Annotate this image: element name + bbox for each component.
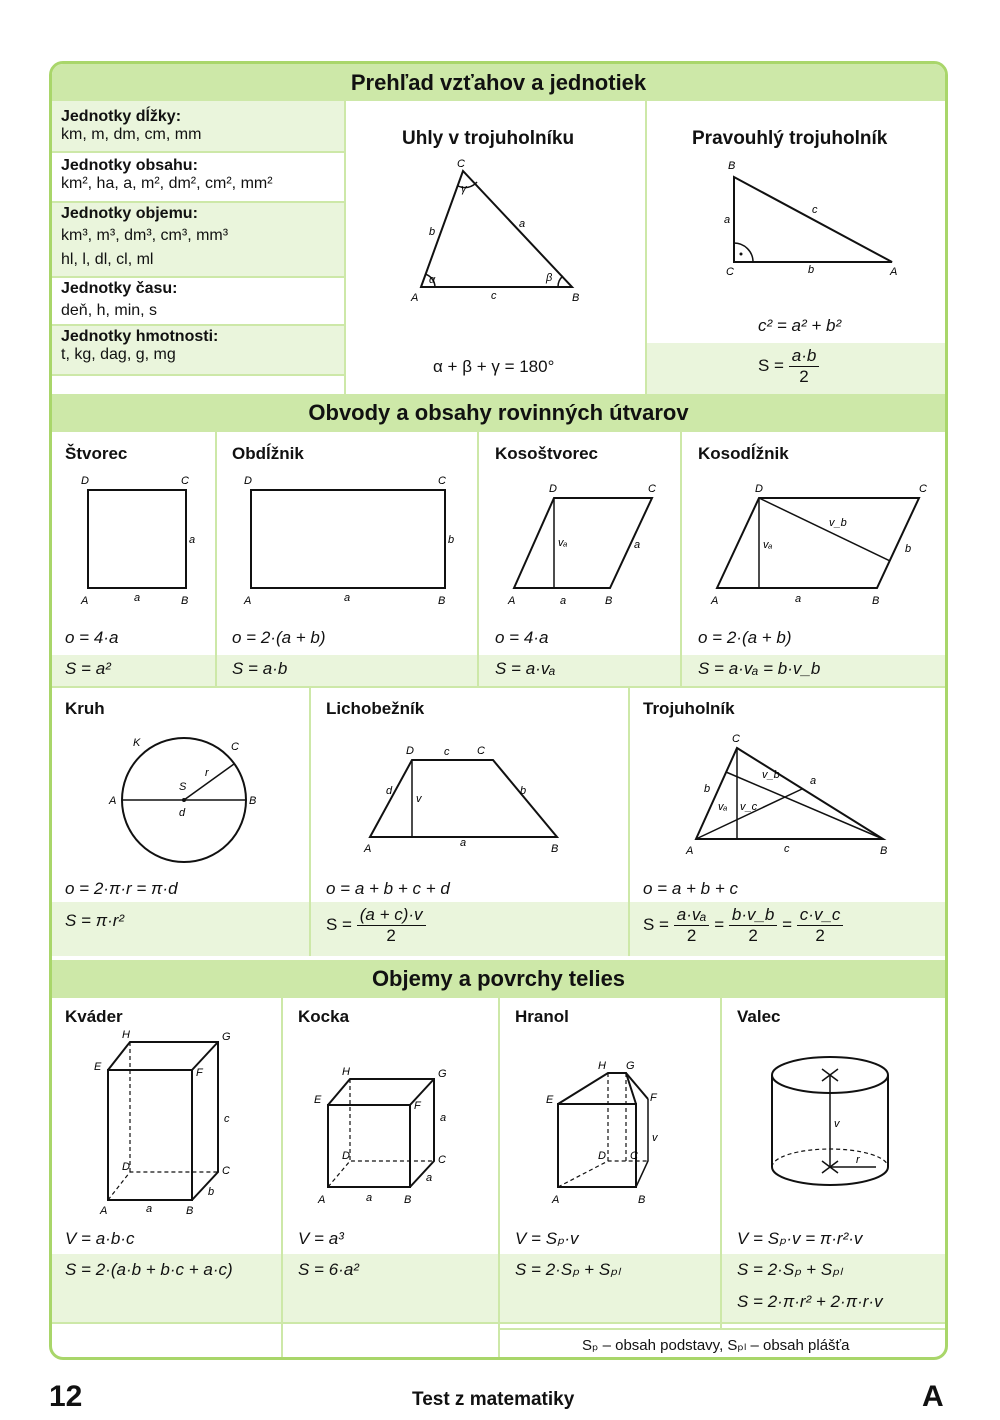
svg-text:r: r [856,1154,860,1166]
parallelogram-title: Kosodĺžnik [698,444,789,463]
triangle-area: S = $\frac{\text{a·vₐ}}{2}$ = $\frac{b\cdot v\_b}{2}$ = $\frac{c\cdot v\_c}{2}$ [643,905,843,946]
cylinder-title: Valec [737,1007,781,1026]
svg-text:a: a [134,592,141,604]
svg-text:H: H [342,1066,350,1078]
svg-text:v: v [652,1132,658,1144]
trapezoid-title: Lichobežník [326,699,425,718]
cube-diagram [314,1059,474,1209]
pythagoras-formula: c² = a² + b² [758,316,842,335]
svg-text:B: B [880,845,888,857]
svg-text:b: b [208,1186,215,1198]
rhombus-title: Kosoštvorec [495,444,598,463]
svg-text:A: A [244,595,252,607]
svg-text:D: D [406,745,414,757]
svg-text:a: a [795,593,802,605]
svg-text:a: a [146,1203,153,1215]
svg-text:C: C [231,741,239,753]
svg-text:a: a [724,214,731,226]
svg-text:c: c [812,204,818,216]
svg-text:vₐ: vₐ [558,537,568,549]
svg-text:b: b [905,543,912,555]
svg-text:B: B [186,1205,194,1217]
svg-text:d: d [179,807,186,819]
svg-text:a: a [440,1112,447,1124]
svg-text:K: K [133,737,141,749]
cuboid-title: Kváder [65,1007,123,1026]
svg-text:D: D [549,483,557,495]
svg-text:C: C [732,733,740,745]
svg-text:vₐ: vₐ [763,539,773,551]
right-triangle-title: Pravouhlý trojuholník [692,128,888,149]
cylinder-diagram [764,1049,904,1209]
svg-text:B: B [551,843,559,855]
svg-text:d: d [386,785,393,797]
svg-text:v: v [834,1118,840,1130]
cuboid-diagram [92,1029,252,1222]
svg-text:G: G [438,1068,447,1080]
svg-text:a: a [344,592,351,604]
svg-text:E: E [94,1061,102,1073]
unit-title: Jednotky objemu: [61,205,198,222]
svg-text:b: b [520,785,527,797]
svg-text:B: B [181,595,189,607]
label-beta: β [546,272,553,284]
svg-text:B: B [638,1194,646,1206]
svg-text:b: b [808,264,815,276]
svg-text:a: a [460,837,467,849]
parallelogram-diagram [707,482,937,607]
section-title-solids: Objemy a povrchy telies [52,960,945,998]
svg-text:E: E [314,1094,322,1106]
svg-text:H: H [122,1029,130,1041]
circle-title: Kruh [65,699,105,718]
svg-text:a: a [366,1192,373,1204]
cube-volume: V = a³ [298,1229,344,1248]
cuboid-volume: V = a·b·c [65,1229,135,1248]
svg-text:F: F [196,1067,203,1079]
svg-text:B: B [438,595,446,607]
svg-text:C: C [726,266,734,278]
svg-text:D: D [244,475,252,487]
angle-sum-formula: α + β + γ = 180° [433,357,555,376]
svg-text:A: A [318,1194,326,1206]
svg-text:v_c: v_c [740,801,758,813]
unit-title: Jednotky dĺžky: [61,108,182,125]
cylinder-surface-2: S = 2·π·r² + 2·π·r·v [737,1292,883,1311]
svg-text:A: A [109,795,117,807]
svg-text:F: F [414,1100,421,1112]
rectangle-area: S = a·b [232,659,288,678]
rectangle-diagram [240,474,470,607]
svg-text:S: S [179,781,187,793]
svg-text:r: r [205,767,209,779]
svg-text:C: C [919,483,927,495]
svg-text:G: G [222,1031,231,1043]
svg-text:C: C [438,1154,446,1166]
svg-text:A: A [100,1205,108,1217]
svg-text:B: B [249,795,257,807]
svg-text:D: D [81,475,89,487]
svg-text:D: D [342,1150,350,1162]
svg-text:A: A [364,843,372,855]
svg-text:A: A [711,595,719,607]
triangle-perimeter: o = a + b + c [643,879,738,898]
svg-text:a: a [189,534,196,546]
label-A: A [411,292,419,304]
svg-text:c: c [784,843,790,855]
prism-diagram [542,1059,692,1209]
square-diagram [77,474,207,607]
label-b: b [429,226,436,238]
unit-mass [61,328,218,364]
solids-note: Sₚ – obsah podstavy, Sₚₗ – obsah plášťa [582,1337,850,1354]
svg-text:G: G [626,1060,635,1072]
unit-volume [61,205,228,269]
unit-title: Jednotky času: [61,280,178,297]
svg-text:C: C [181,475,189,487]
svg-text:v_b: v_b [762,769,780,781]
svg-text:v: v [416,793,422,805]
svg-text:A: A [81,595,89,607]
svg-text:B: B [728,160,736,172]
label-alpha: α [429,274,436,286]
svg-text:C: C [630,1150,638,1162]
right-triangle-area: S = $\frac{a\cdot b}{2}$ [758,346,819,387]
circle-diagram [107,734,277,869]
triangle-angles-diagram [407,159,587,309]
svg-text:a: a [560,595,567,607]
square-area: S = a² [65,659,111,678]
svg-text:A: A [890,266,898,278]
rectangle-title: Obdĺžnik [232,444,304,463]
svg-text:C: C [648,483,656,495]
svg-text:v_b: v_b [829,517,847,529]
svg-text:vₐ: vₐ [718,801,728,813]
svg-text:C: C [477,745,485,757]
test-variant: A [922,1380,944,1413]
svg-text:a: a [634,539,641,551]
square-perimeter: o = 4·a [65,628,119,647]
label-gamma: γ [461,183,467,195]
triangle-angles-title: Uhly v trojuholníku [402,128,575,149]
page-number: 12 [49,1380,83,1413]
cylinder-surface-1: S = 2·Sₚ + Sₚₗ [737,1260,843,1279]
section-title-units: Prehľad vzťahov a jednotiek [52,64,945,101]
svg-text:D: D [122,1161,130,1173]
section-title-plane: Obvody a obsahy rovinných útvarov [52,394,945,432]
svg-text:A: A [508,595,516,607]
unit-title: Jednotky obsahu: [61,157,198,174]
cube-surface: S = 6·a² [298,1260,359,1279]
trapezoid-area: S = $\frac{(a + c)\cdot v}{2}$ [326,905,426,946]
label-C: C [457,158,465,170]
svg-text:E: E [546,1094,554,1106]
cylinder-volume: V = Sₚ·v = π·r²·v [737,1229,863,1248]
label-c: c [491,290,497,302]
unit-area [61,157,273,193]
rhombus-area: S = a·vₐ [495,659,556,678]
svg-text:b: b [448,534,455,546]
triangle-title: Trojuholník [643,699,735,718]
svg-text:F: F [650,1092,657,1104]
label-B: B [572,292,580,304]
svg-text:B: B [605,595,613,607]
cuboid-surface: S = 2·(a·b + b·c + a·c) [65,1260,233,1279]
svg-text:a: a [426,1172,433,1184]
svg-text:A: A [552,1194,560,1206]
square-title: Štvorec [65,444,128,463]
svg-text:b: b [704,783,711,795]
triangle-diagram [682,734,902,869]
parallelogram-perimeter: o = 2·(a + b) [698,628,792,647]
svg-text:B: B [404,1194,412,1206]
unit-length [61,108,201,144]
svg-text:C: C [438,475,446,487]
right-triangle-diagram [720,159,910,289]
unit-title: Jednotky hmotnosti: [61,328,219,345]
svg-text:c: c [224,1113,230,1125]
label-a: a [519,218,526,230]
unit-line: km², ha, a, m², dm², cm², mm² [61,175,273,192]
trapezoid-perimeter: o = a + b + c + d [326,879,450,898]
unit-line: km³, m³, dm³, cm³, mm³ [61,227,229,244]
rhombus-diagram [504,482,664,607]
trapezoid-diagram [360,744,575,864]
svg-text:a: a [810,775,817,787]
circle-area: S = π·r² [65,911,125,930]
svg-text:A: A [686,845,694,857]
circle-perimeter: o = 2·π·r = π·d [65,879,178,898]
svg-text:D: D [598,1150,606,1162]
svg-text:B: B [872,595,880,607]
footer-title: Test z matematiky [412,1389,575,1410]
unit-line: km, m, dm, cm, mm [61,126,202,143]
rhombus-perimeter: o = 4·a [495,628,549,647]
unit-line: t, kg, dag, g, mg [61,346,176,363]
prism-surface: S = 2·Sₚ + Sₚₗ [515,1260,621,1279]
prism-title: Hranol [515,1007,569,1026]
prism-volume: V = Sₚ·v [515,1229,579,1248]
svg-text:H: H [598,1060,606,1072]
unit-line: deň, h, min, s [61,302,158,319]
unit-line: hl, l, dl, cl, ml [61,251,154,268]
parallelogram-area: S = a·vₐ = b·v_b [698,659,821,678]
unit-time [61,280,177,320]
svg-text:D: D [755,483,763,495]
svg-text:C: C [222,1165,230,1177]
svg-text:c: c [444,746,450,758]
cube-title: Kocka [298,1007,350,1026]
rectangle-perimeter: o = 2·(a + b) [232,628,326,647]
formula-sheet [49,61,948,1360]
